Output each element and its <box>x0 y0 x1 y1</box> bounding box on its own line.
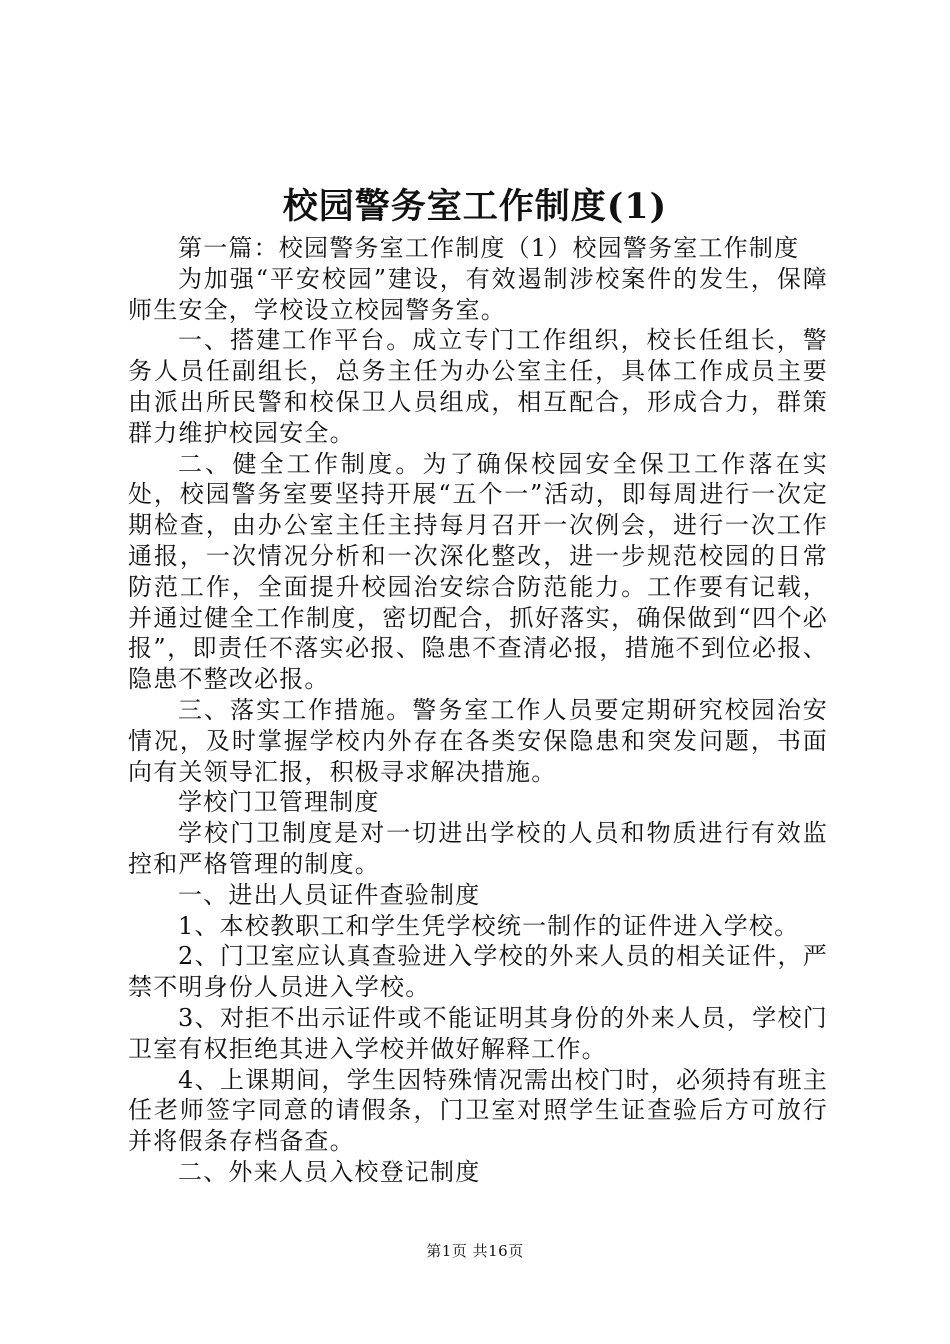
list-item: 1、本校教职工和学生凭学校统一制作的证件进入学校。 <box>178 911 800 940</box>
section-heading: 一、进出人员证件查验制度 <box>178 880 481 909</box>
paragraph: 学校门卫制度是对一切进出学校的人员和物质进行有效监控和严格管理的制度。 <box>128 819 828 878</box>
paragraph: 第一篇：校园警务室工作制度（1）校园警务室工作制度 <box>178 234 800 262</box>
paragraph: 一、搭建工作平台。成立专门工作组织，校长任组长，警务人员任副组长，总务主任为办公室主任，具体工作成员主要由派出所民警和校保卫人员组成，相互配合，形成合力，群策群力维护校园安全。 <box>128 326 828 447</box>
document-body <box>128 233 828 1188</box>
paragraph: 三、落实工作措施。警务室工作人员要定期研究校园治安情况，及时掌握学校内外存在各类安保隐患和突发问题，书面向有关领导汇报，积极寻求解决措施。 <box>128 695 828 786</box>
list-item: 2、门卫室应认真查验进入学校的外来人员的相关证件，严禁不明身份人员进入学校。 <box>128 942 828 1002</box>
section-heading: 二、外来人员入校登记制度 <box>178 1157 481 1186</box>
paragraph: 二、健全工作制度。为了确保校园安全保卫工作落在实处，校园警务室要坚持开展“五个一”活动，即每周进行一次定期检查，由办公室主任主持每月召开一次例会，进行一次工作通报，一次情况分析和一次深化整改，进一步规范校园的日常防范工作，全面提升校园治安综合防范能力。工作要有记载，并通过健全工作制度，密切配合，抓好落实，确保做到“四个必报”，即责任不落实必报、隐患不查清必报，措施不到位必报、隐患不整改必报。 <box>128 449 828 694</box>
paragraph: 为加强“平安校园”建设，有效遏制涉校案件的发生，保障师生安全，学校设立校园警务室。 <box>128 264 828 324</box>
list-item: 4、上课期间，学生因特殊情况需出校门时，必须持有班主任老师签字同意的请假条，门卫室对照学生证查验后方可放行并将假条存档备查。 <box>128 1065 828 1156</box>
list-item: 3、对拒不出示证件或不能证明其身份的外来人员，学校门卫室有权拒绝其进入学校并做好解释工作。 <box>128 1003 828 1063</box>
section-heading: 学校门卫管理制度 <box>178 788 380 817</box>
page-footer: 第1页 共16页 <box>426 1242 524 1260</box>
document-title: 校园警务室工作制度(1) <box>282 186 668 227</box>
